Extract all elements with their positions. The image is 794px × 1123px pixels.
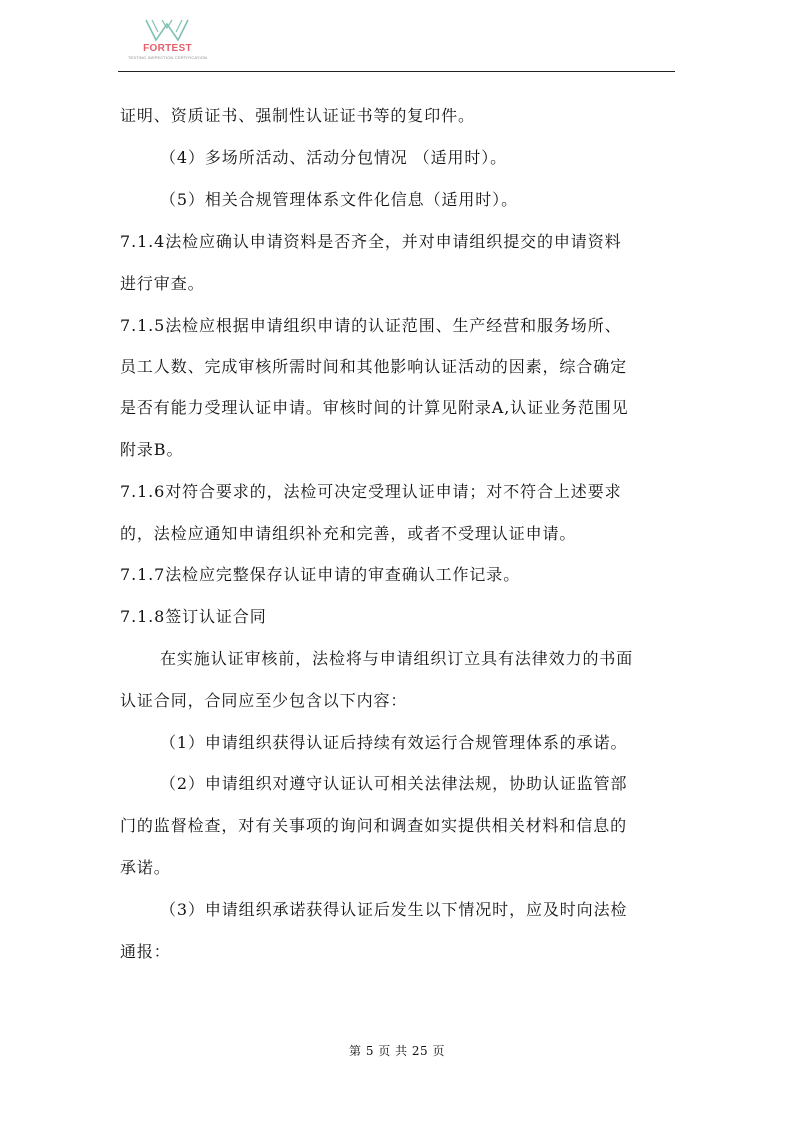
text-line: 在实施认证审核前，法检将与申请组织订立具有法律效力的书面 [160,649,634,668]
text-line: 认证合同，合同应至少包含以下内容： [120,691,408,710]
text-line: 的，法检应通知申请组织补充和完善，或者不受理认证申请。 [120,524,577,543]
text-line: 门的监督检查，对有关事项的询问和调查如实提供相关材料和信息的 [120,816,628,835]
page-number: 第 5 页 共 25 页 [349,1044,445,1058]
text-line: （1）申请组织获得认证后持续有效运行合规管理体系的承诺。 [160,733,628,752]
text-line: 员工人数、完成审核所需时间和其他影响认证活动的因素，综合确定 [120,357,628,376]
text-line: （4）多场所活动、活动分包情况 （适用时）。 [160,148,508,167]
text-line: 是否有能力受理认证申请。审核时间的计算见附录A,认证业务范围见 [120,398,629,417]
text-line: 7.1.4法检应确认申请资料是否齐全，并对申请组织提交的申请资料 [120,232,622,251]
text-line: 进行审查。 [120,274,205,293]
text-line: 附录B。 [120,440,184,459]
text-line: （3）申请组织承诺获得认证后发生以下情况时，应及时向法检 [160,900,628,919]
text-line: （2）申请组织对遵守认证认可相关法律法规，协助认证监管部 [160,774,628,793]
fortest-logo [120,18,215,62]
text-line: 通报： [120,942,171,961]
text-line: 7.1.5法检应根据申请组织申请的认证范围、生产经营和服务场所、 [120,316,622,335]
text-line: 7.1.8签订认证合同 [120,607,267,626]
logo-tagline: TESTING INSPECTION CERTIFICATION [127,55,208,60]
header-divider [118,71,675,72]
text-line: 7.1.6对符合要求的，法检可决定受理认证申请；对不符合上述要求 [120,482,622,501]
logo-brand-text: FORTEST [143,43,192,54]
text-line: 承诺。 [120,858,171,877]
text-line: 7.1.7法检应完整保存认证申请的审查确认工作记录。 [120,565,521,584]
text-line: （5）相关合规管理体系文件化信息（适用时）。 [160,190,518,209]
fortest-logo-mark-icon [144,18,190,42]
text-line: 证明、资质证书、强制性认证证书等的复印件。 [120,106,475,125]
